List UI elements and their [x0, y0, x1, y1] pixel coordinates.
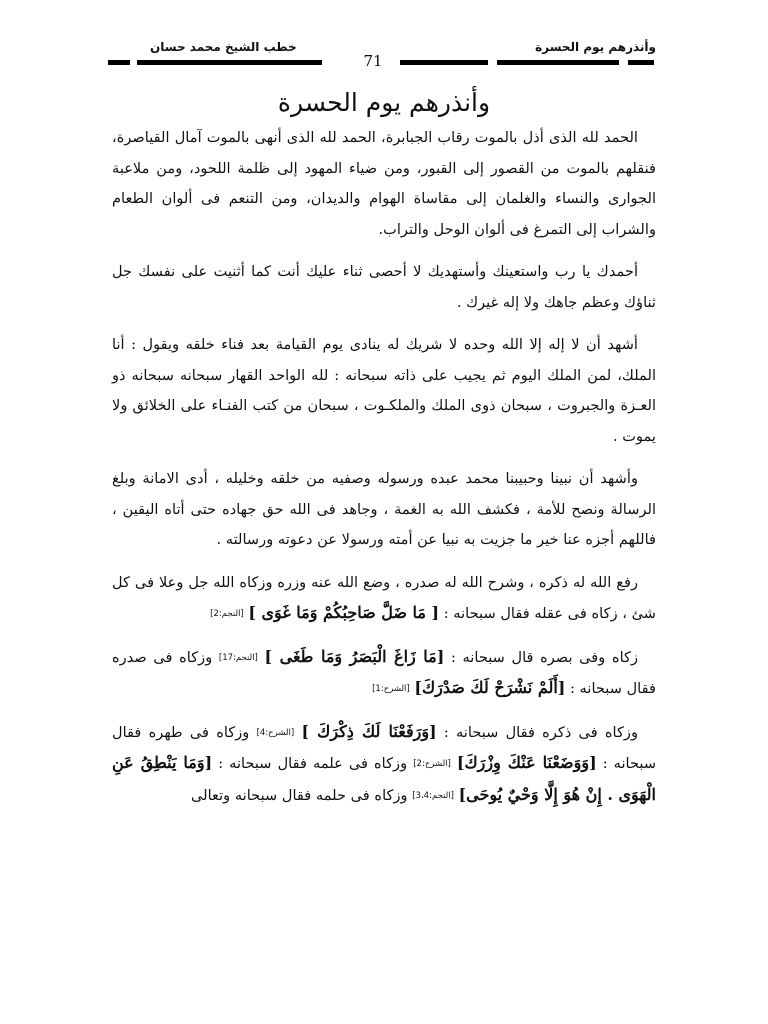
paragraph-7-text-1: وزكاه فى ذكره فقال سبحانه : [443, 723, 639, 741]
paragraph-1: الحمد لله الذى أذل بالموت رقاب الجبابرة، الحمد لله الذى أنهى بالموت آمال القياصرة، فنقلهم بالموت من القصور إلى القبور، ومن ضياء المهود إلى ظلمة اللحود، ومن ملاعبة الجوارى والنساء والغلمان إلى مقاساة الهوام والديدان، ومن التنعم فى ألوان الطعام والشراب إلى التمرغ فى ألوان الوحل والتراب. [112, 129, 656, 238]
paragraph-6 [112, 642, 656, 705]
quran-quote: [وَوَضَعْنَا عَنْكَ وِزْرَكَ] [456, 753, 597, 772]
header-rule-right-mid [497, 60, 619, 65]
header-rule-left-long [137, 60, 322, 65]
paragraph-6-text-2: وزكاه فى صدره فقال سبحانه : [112, 648, 656, 697]
verse-reference: [الشرح:4] [256, 727, 295, 738]
header-author: خطب الشيخ محمد حسان [150, 40, 297, 54]
verse-reference: [النجم:17] [218, 652, 258, 663]
paragraph-3: أشهد أن لا إله إلا الله وحده لا شريك له ينادى يوم القيامة بعد فناء خلقه ويقول : أنا الملك، لمن الملك اليوم ثم يجيب على ذاته سبحانه : لله الواحد القهار سبحانه سبحانه ذو العـزة والجبروت ، سبحان ذوى الملك والملكـوت ، سبحان من كتب الفنـاء على الخلائق ولا يموت . [112, 336, 656, 445]
verse-reference: [النجم:3،4] [412, 790, 454, 801]
body-text [112, 123, 656, 823]
paragraph-4: وأشهد أن نبينا وحبيبنا محمد عبده ورسوله وصفيه من خلقه وخليله ، أدى الامانة وبلغ الرسالة ونصح للأمة ، فكشف الله به الغمة ، وجاهد فى الله حق جهاده حتى أتاه اليقين ، فاللهم أجزه عنا خير ما جزيت به نبيا عن أمته ورسولا عن دعوته ورسالته . [112, 470, 656, 548]
paragraph-5 [112, 568, 656, 630]
page-title: وأنذرهم يوم الحسرة [277, 88, 491, 117]
header-rule-right-short [628, 60, 654, 65]
verse-reference: [الشرح:2] [413, 758, 451, 769]
paragraph-6-text-1: زكاه وفى بصره قال سبحانه : [450, 648, 639, 666]
paragraph-5-text: رفع الله له ذكره ، وشرح الله له صدره ، وضع الله عنه وزره وزكاه الله جل وعلا فى كل شئ ، زكاه فى عقله فقال سبحانه : [112, 573, 656, 622]
paragraph-7 [112, 717, 656, 812]
quran-quote: [وَرَفَعْنَا لَكَ ذِكْرَكَ ] [301, 721, 437, 741]
paragraph-7-text-3: وزكاه فى علمه فقال سبحانه : [218, 755, 408, 772]
header-rule-right-long [400, 60, 488, 65]
quran-quote: [أَلَمْ نَشْرَحْ لَكَ صَدْرَكَ] [414, 678, 566, 697]
verse-reference: [الشرح:1] [372, 683, 410, 694]
header-rule-left-short [108, 60, 130, 65]
paragraph-7-text-4: وزكاه فى حلمه فقال سبحانه وتعالى [190, 786, 408, 804]
quran-quote: [وَمَا يَنْطِقُ عَنِ الْهَوَى . إِنْ هُوَ إِلَّا وَحْيٌ يُوحَى] [112, 753, 656, 804]
quran-quote: [ مَا ضَلَّ صَاحِبُكُمْ وَمَا غَوَى ] [248, 603, 440, 622]
header-book-title: وأنذرهم يوم الحسرة [535, 40, 656, 54]
paragraph-7-text-2: وزكاه فى طهره فقال سبحانه : [112, 723, 657, 772]
paragraph-2: أحمدك يا رب واستعينك وأستهديك لا أحصى ثناء عليك أنت كما أثنيت على نفسك جل ثناؤك وعظم جاهك ولا إله غيرك . [112, 263, 656, 311]
quran-quote: [مَا زَاغَ الْبَصَرُ وَمَا طَغَى ] [264, 646, 445, 666]
verse-reference: [النجم:2] [210, 608, 244, 619]
page-number: 71 [363, 52, 383, 70]
